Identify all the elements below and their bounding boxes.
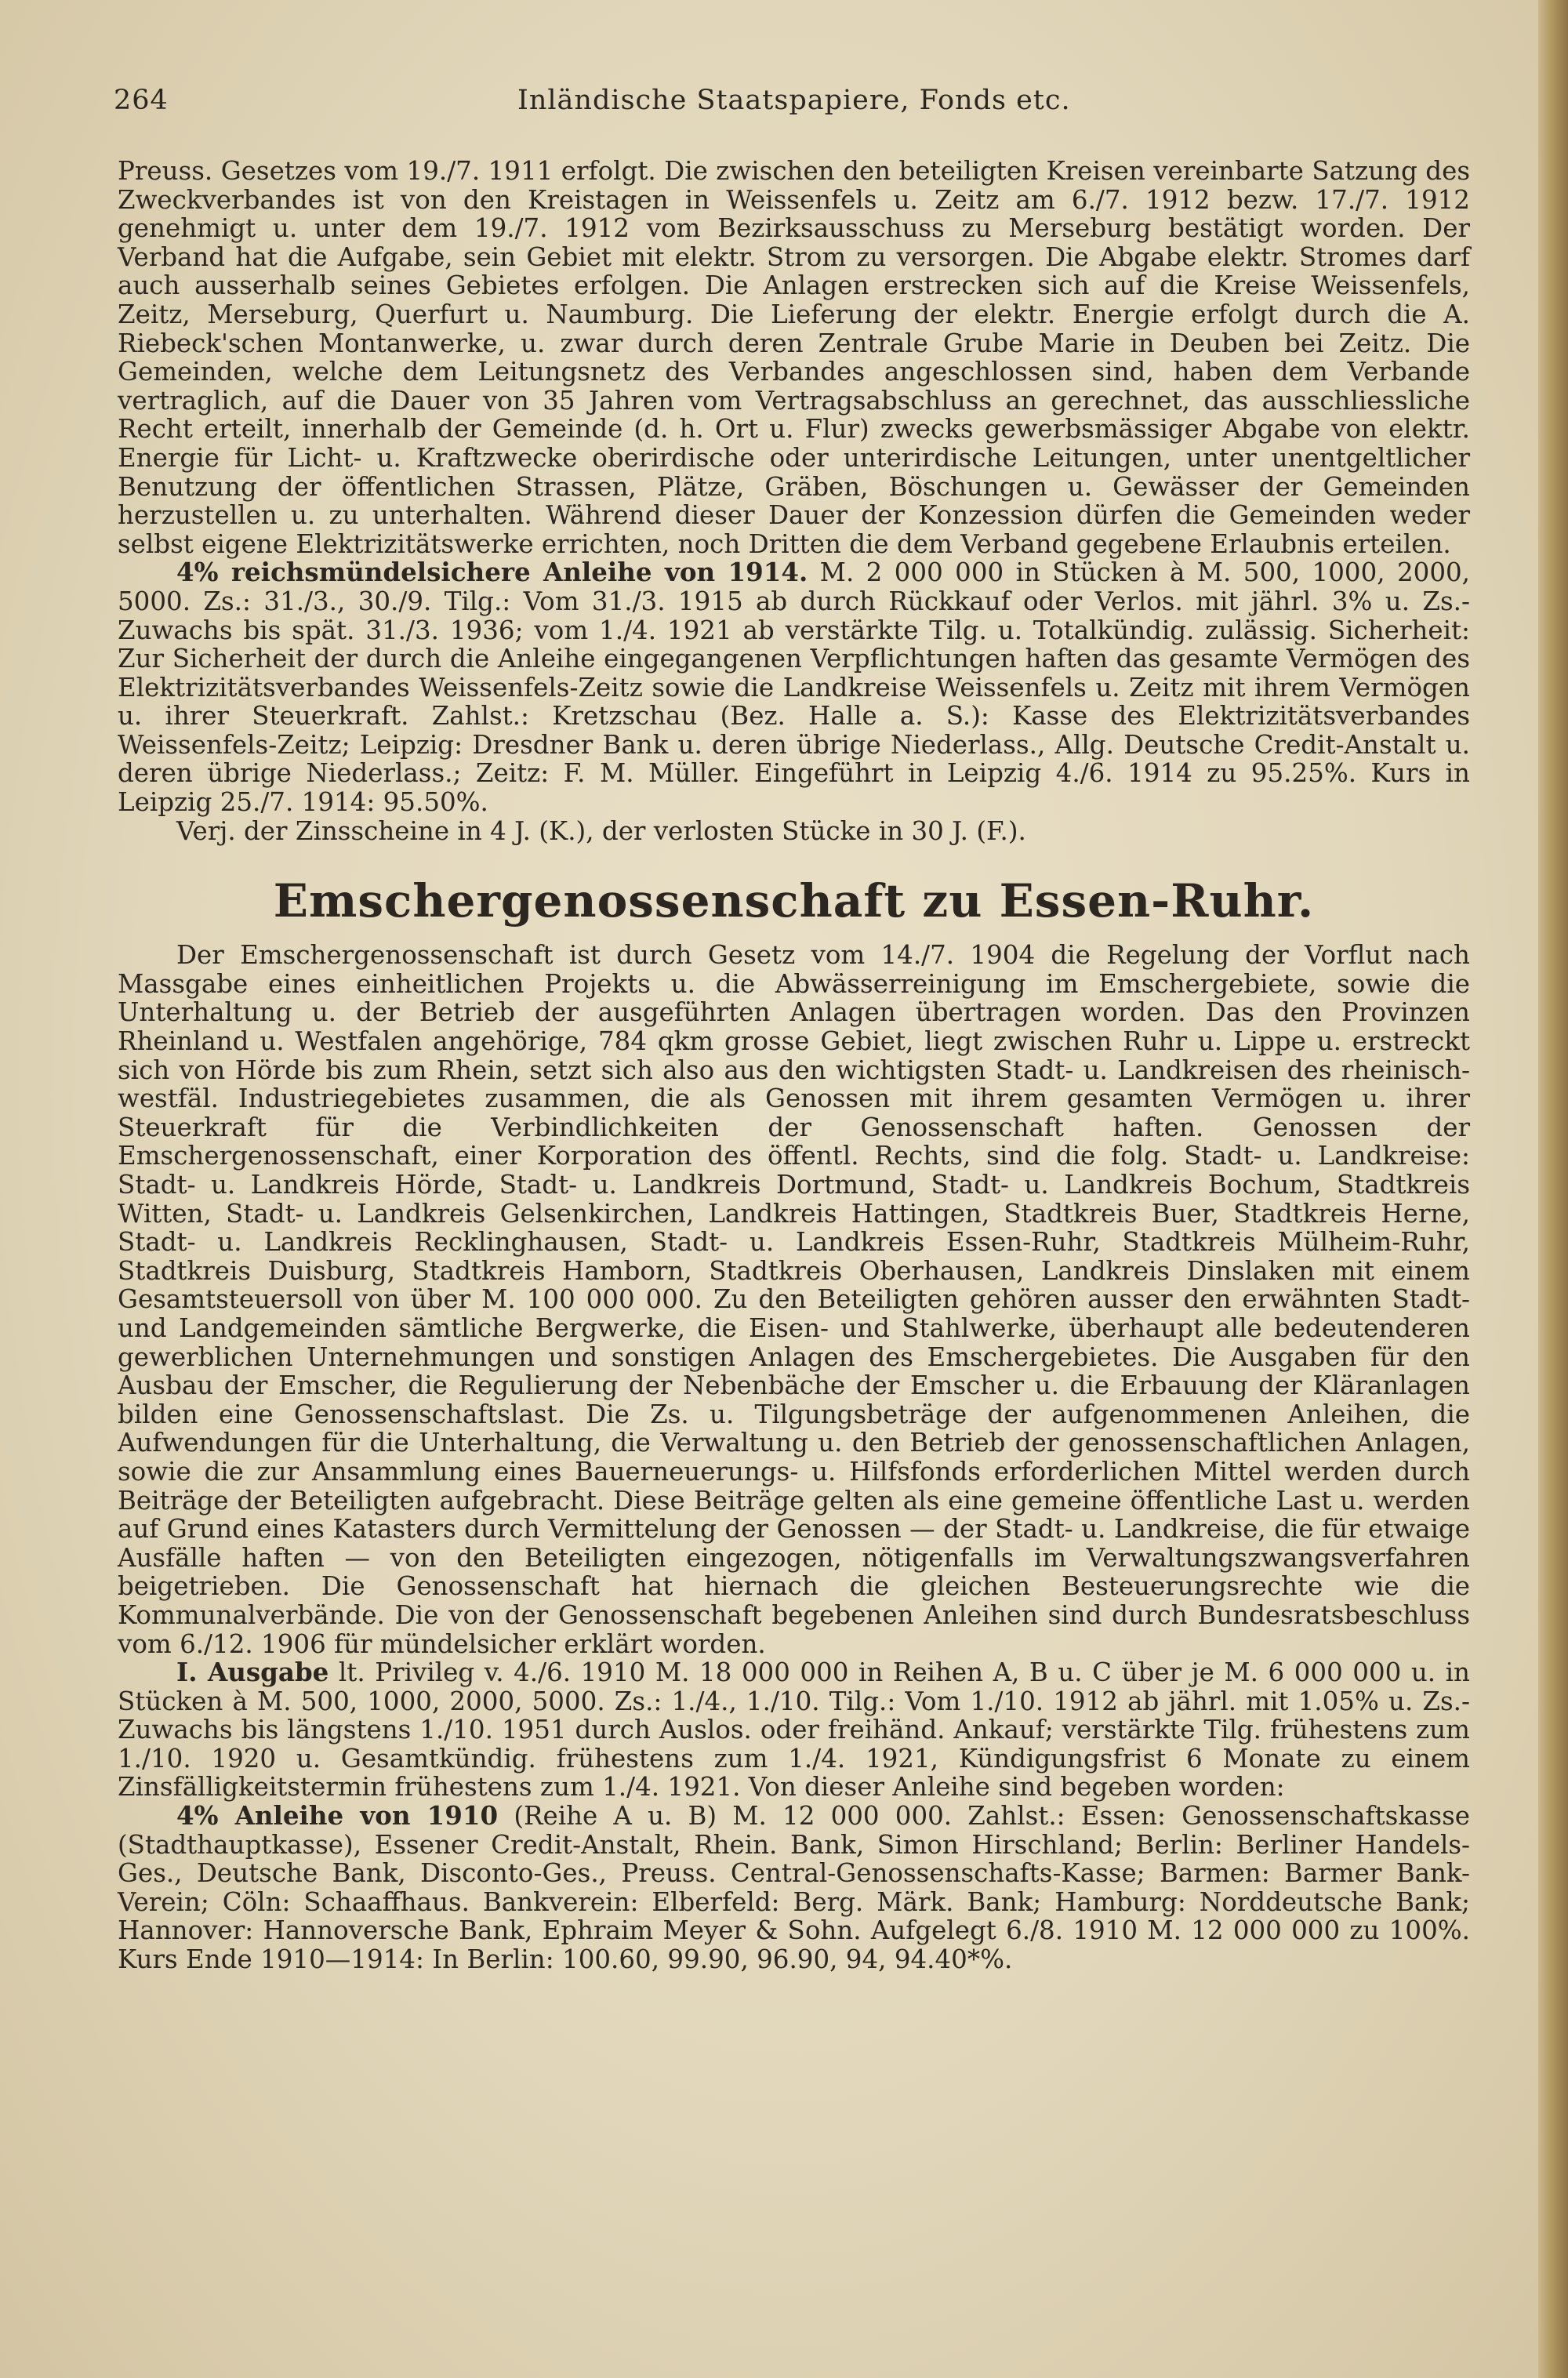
section-title: Emschergenossenschaft zu Essen-Ruhr. xyxy=(273,874,1315,928)
paragraph-loan-1914 xyxy=(118,558,1470,816)
running-title: Inländische Staatspapiere, Fonds etc. xyxy=(517,85,1071,116)
loan-1914-heading: 4% reichsmündelsichere Anleihe von 1914. xyxy=(176,557,808,588)
paragraph-verjaehrung: Verj. der Zinsscheine in 4 J. (K.), der verlosten Stücke in 30 J. (F.). xyxy=(176,815,1026,846)
page-number: 264 xyxy=(114,85,169,116)
loan-1910-text: (Reihe A u. B) M. 12 000 000. Zahlst.: Essen: Genossenschaftskasse (Stadthauptkasse), Essener Credit-Anstalt, Rhein. Bank, Simon Hirschland; Berlin: Berliner Handels-Ges., Deutsche Bank, Disconto-Ges., Preuss. Central-Genossenschafts-Kasse; Barmen: Barmer Bank-Verein; Cöln: Schaaffhaus. Bankverein: Elberfeld: Berg. Märk. Bank; Hamburg: Norddeutsche Bank; Hannover: Hannoversche Bank, Ephraim Meyer & Sohn. Aufgelegt 6./8. 1910 M. 12 000 000 zu 100%. Kurs Ende 1910—1914: In Berlin: 100.60, 99.90, 96.90, 94, 94.40*%. xyxy=(118,1801,1470,1975)
page-edge-shadow xyxy=(1538,0,1568,2378)
page-header xyxy=(114,85,1446,132)
issue-1-text: lt. Privileg v. 4./6. 1910 M. 18 000 000 in Reihen A, B u. C über je M. 6 000 000 u. in Stücken à M. 500, 1000, 2000, 5000. Zs.: 1./4., 1./10. Tilg.: Vom 1./10. 1912 ab jährl. mit 1.05% u. Zs.-Zuwachs bis längstens 1./10. 1951 durch Auslos. oder freihänd. Ankauf; verstärkte Tilg. frühestens zum 1./10. 1920 u. Gesamtkündig. frühestens zum 1./4. 1921, Kündigungsfrist 6 Monate zu einem Zinsfälligkeitstermin frühestens zum 1./4. 1921. Von dieser Anleihe sind begeben worden: xyxy=(118,1657,1470,1803)
loan-1910-heading: 4% Anleihe von 1910 xyxy=(176,1800,499,1832)
paragraph-issue-1 xyxy=(118,1658,1470,1802)
paragraph-zweckverband: Preuss. Gesetzes vom 19./7. 1911 erfolgt. Die zwischen den beteiligten Kreisen vereinbarte Satzung des Zweckverbandes ist von den Kreistagen in Weissenfels u. Zeitz am 6./7. 1912 bezw. 17./7. 1912 genehmigt u. unter dem 19./7. 1912 vom Bezirksausschuss zu Merseburg bestätigt worden. Der Verband hat die Aufgabe, sein Gebiet mit elektr. Strom zu versorgen. Die Abgabe elektr. Stromes darf auch ausserhalb seines Gebietes erfolgen. Die Anlagen erstrecken sich auf die Kreise Weissenfels, Zeitz, Merseburg, Querfurt u. Naumburg. Die Lieferung der elektr. Energie erfolgt durch die A. Riebeck'schen Montanwerke, u. zwar durch deren Zentrale Grube Marie in Deuben bei Zeitz. Die Gemeinden, welche dem Leitungsnetz des Verbandes angeschlossen sind, haben dem Verbande vertraglich, auf die Dauer von 35 Jahren vom Vertragsabschluss an gerechnet, das ausschliessliche Recht erteilt, innerhalb der Gemeinde (d. h. Ort u. Flur) zwecks gewerbsmässiger Abgabe von elektr. Energie für Licht- u. Kraftzwecke oberirdische oder unterirdische Leitungen, unter unentgeltlicher Benutzung der öffentlichen Strassen, Plätze, Gräben, Böschungen u. Gewässer der Gemeinden herzustellen u. zu unterhalten. Während dieser Dauer der Konzession dürfen die Gemeinden weder selbst eigene Elektrizitätswerke errichten, noch Dritten die dem Verband gegebene Erlaubnis erteilen. xyxy=(118,156,1470,559)
body-text xyxy=(118,157,1470,1974)
issue-1-heading: I. Ausgabe xyxy=(176,1657,329,1688)
paragraph-emscher: Der Emschergenossenschaft ist durch Gesetz vom 14./7. 1904 die Regelung der Vorflut nach Massgabe eines einheitlichen Projekts u. die Abwässerreinigung im Emschergebiete, sowie die Unterhaltung u. der Betrieb der ausgeführten Anlagen übertragen worden. Das den Provinzen Rheinland u. Westfalen angehörige, 784 qkm grosse Gebiet, liegt zwischen Ruhr u. Lippe u. erstreckt sich von Hörde bis zum Rhein, setzt sich also aus den wichtigsten Stadt- u. Landkreisen des rheinisch-westfäl. Industriegebietes zusammen, die als Genossen mit ihrem gesamten Vermögen u. ihrer Steuerkraft für die Verbindlichkeiten der Genossenschaft haften. Genossen der Emschergenossenschaft, einer Korporation des öffentl. Rechts, sind die folg. Stadt- u. Landkreise: Stadt- u. Landkreis Hörde, Stadt- u. Landkreis Dortmund, Stadt- u. Landkreis Bochum, Stadtkreis Witten, Stadt- u. Landkreis Gelsenkirchen, Landkreis Hattingen, Stadtkreis Buer, Stadtkreis Herne, Stadt- u. Landkreis Recklinghausen, Stadt- u. Landkreis Essen-Ruhr, Stadtkreis Mülheim-Ruhr, Stadtkreis Duisburg, Stadtkreis Hamborn, Stadtkreis Oberhausen, Landkreis Dinslaken mit einem Gesamtsteuersoll von über M. 100 000 000. Zu den Beteiligten gehören ausser den erwähnten Stadt- und Landgemeinden sämtliche Bergwerke, die Eisen- und Stahlwerke, überhaupt alle bedeutenderen gewerblichen Unternehmungen und sonstigen Anlagen des Emschergebietes. Die Ausgaben für den Ausbau der Emscher, die Regulierung der Nebenbäche der Emscher u. die Erbauung der Kläranlagen bilden eine Genossenschaftslast. Die Zs. u. Tilgungsbeträge der aufgenommenen Anleihen, die Aufwendungen für die Unterhaltung, die Verwaltung u. den Betrieb der genossenschaftlichen Anlagen, sowie die zur Ansammlung eines Bauerneuerungs- u. Hilfsfonds erforderlichen Mittel werden durch Beiträge der Beteiligten aufgebracht. Diese Beiträge gelten als eine gemeine öffentliche Last u. werden auf Grund eines Katasters durch Vermittelung der Genossen — der Stadt- u. Landkreise, die für etwaige Ausfälle haften — von den Beteiligten eingezogen, nötigenfalls im Verwaltungszwangsverfahren beigetrieben. Die Genossenschaft hat hiernach die gleichen Besteuerungsrechte wie die Kommunalverbände. Die von der Genossenschaft begebenen Anleihen sind durch Bundesratsbeschluss vom 6./12. 1906 für mündelsicher erklärt worden. xyxy=(118,940,1470,1659)
paragraph-loan-1910 xyxy=(118,1802,1470,1974)
loan-1914-text: M. 2 000 000 in Stücken à M. 500, 1000, 2000, 5000. Zs.: 31./3., 30./9. Tilg.: Vom 31./3. 1915 ab durch Rückkauf oder Verlos. mit jährl. 3% u. Zs.-Zuwachs bis spät. 31./3. 1936; vom 1./4. 1921 ab verstärkte Tilg. u. Totalkündig. zulässig. Sicherheit: Zur Sicherheit der durch die Anleihe eingegangenen Verpflichtungen haften das gesamte Vermögen des Elektrizitätsverbandes Weissenfels-Zeitz sowie die Landkreise Weissenfels u. Zeitz mit ihrem Vermögen u. ihrer Steuerkraft. Zahlst.: Kretzschau (Bez. Halle a. S.): Kasse des Elektrizitätsverbandes Weissenfels-Zeitz; Leipzig: Dresdner Bank u. deren übrige Niederlass., Allg. Deutsche Credit-Anstalt u. deren übrige Niederlass.; Zeitz: F. M. Müller. Eingeführt in Leipzig 4./6. 1914 zu 95.25%. Kurs in Leipzig 25./7. 1914: 95.50%. xyxy=(118,557,1471,818)
